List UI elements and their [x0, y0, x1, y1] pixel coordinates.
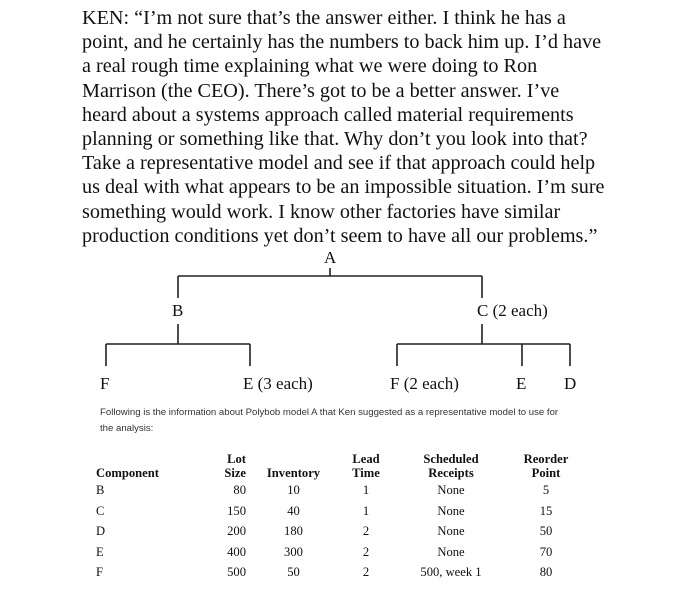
cell-lot-size: 500 — [227, 565, 246, 579]
cell-component: C — [96, 503, 105, 518]
intro-line: Following is the information about Polybob model A that Ken suggested as a representative model to use for — [100, 407, 559, 418]
cell-reorder-point: 5 — [542, 483, 550, 497]
tree-node-e: E — [516, 374, 527, 393]
paragraph-line: something would work. I know other factories have similar — [82, 200, 561, 223]
header-text: Lot — [227, 452, 246, 466]
cell-reorder-point: 80 — [539, 565, 553, 579]
component-table — [96, 450, 581, 583]
header-text: Scheduled — [423, 452, 479, 466]
cell-lot-size: 400 — [227, 544, 246, 559]
paragraph-line: production conditions yet don’t seem to have all our problems.” — [82, 224, 598, 247]
table-header-row — [96, 450, 581, 480]
cell-lot-size: 150 — [227, 503, 246, 518]
tree-node-d: D — [564, 374, 577, 393]
paragraph-line: Take a representative model and see if that approach could help — [82, 152, 596, 175]
cell-scheduled-receipts: None — [437, 524, 465, 538]
header-scheduled-receipts — [391, 450, 511, 480]
tree-node-b: B — [172, 301, 184, 320]
paragraph-line: a real rough time explaining what we were doing to Ron — [82, 55, 538, 78]
table-intro-text — [100, 405, 600, 437]
paragraph-line: us deal with what appears to be an impossible situation. I’m sure — [82, 176, 605, 199]
tree-node-f: F (2 each) — [390, 374, 459, 393]
tree-node-e: E (3 each) — [243, 374, 313, 393]
cell-inventory: 40 — [287, 503, 300, 518]
cell-lead-time: 2 — [362, 565, 370, 579]
header-text: Lead — [352, 452, 380, 466]
header-text: Component — [96, 466, 159, 480]
header-text: Inventory — [266, 466, 321, 480]
cell-inventory: 10 — [287, 483, 300, 497]
cell-lead-time: 2 — [362, 524, 370, 538]
cell-reorder-point: 50 — [539, 524, 553, 538]
tree-node-f: F — [100, 374, 110, 393]
paragraph-line: heard about a systems approach called material requirements — [82, 103, 574, 126]
header-text: Time — [352, 466, 380, 480]
cell-inventory: 180 — [284, 524, 303, 538]
table-row — [96, 501, 581, 522]
cell-scheduled-receipts: 500, week 1 — [420, 565, 482, 579]
cell-lead-time: 1 — [362, 503, 370, 518]
table-row — [96, 480, 581, 501]
header-component — [96, 450, 196, 480]
header-text: Point — [531, 466, 561, 480]
cell-inventory: 300 — [284, 544, 303, 559]
intro-line: the analysis: — [100, 423, 154, 434]
paragraph-line: point, and he certainly has the numbers to back him up. I’d have — [82, 31, 602, 54]
header-lot-size — [196, 450, 246, 480]
cell-component: E — [96, 544, 104, 559]
cell-scheduled-receipts: None — [437, 503, 465, 518]
paragraph-line: Marrison (the CEO). There’s got to be a better answer. I’ve — [82, 79, 560, 102]
header-inventory — [246, 450, 341, 480]
header-text: Receipts — [428, 466, 474, 480]
cell-scheduled-receipts: None — [437, 544, 465, 559]
cell-inventory: 50 — [287, 565, 300, 579]
header-text: Reorder — [523, 452, 569, 466]
header-lead-time — [341, 450, 391, 480]
tree-node-a: A — [324, 248, 337, 267]
cell-lead-time: 1 — [362, 483, 370, 497]
cell-component: F — [96, 565, 104, 579]
paragraph-line: planning or something like that. Why don’t you look into that? — [82, 128, 588, 151]
cell-lot-size: 200 — [227, 524, 246, 538]
cell-lead-time: 2 — [362, 544, 370, 559]
table-row — [96, 542, 581, 563]
table-row — [96, 521, 581, 542]
cell-component: B — [96, 483, 105, 497]
paragraph-line: KEN: “I’m not sure that’s the answer either. I think he has a — [82, 7, 566, 29]
cell-lot-size: 80 — [233, 483, 246, 497]
header-text: Size — [224, 466, 246, 480]
header-reorder-point — [511, 450, 581, 480]
cell-reorder-point: 15 — [539, 503, 553, 518]
cell-reorder-point: 70 — [539, 544, 553, 559]
table-row — [96, 562, 581, 583]
tree-node-c: C (2 each) — [477, 301, 548, 320]
cell-scheduled-receipts: None — [437, 483, 465, 497]
cell-component: D — [96, 524, 106, 538]
